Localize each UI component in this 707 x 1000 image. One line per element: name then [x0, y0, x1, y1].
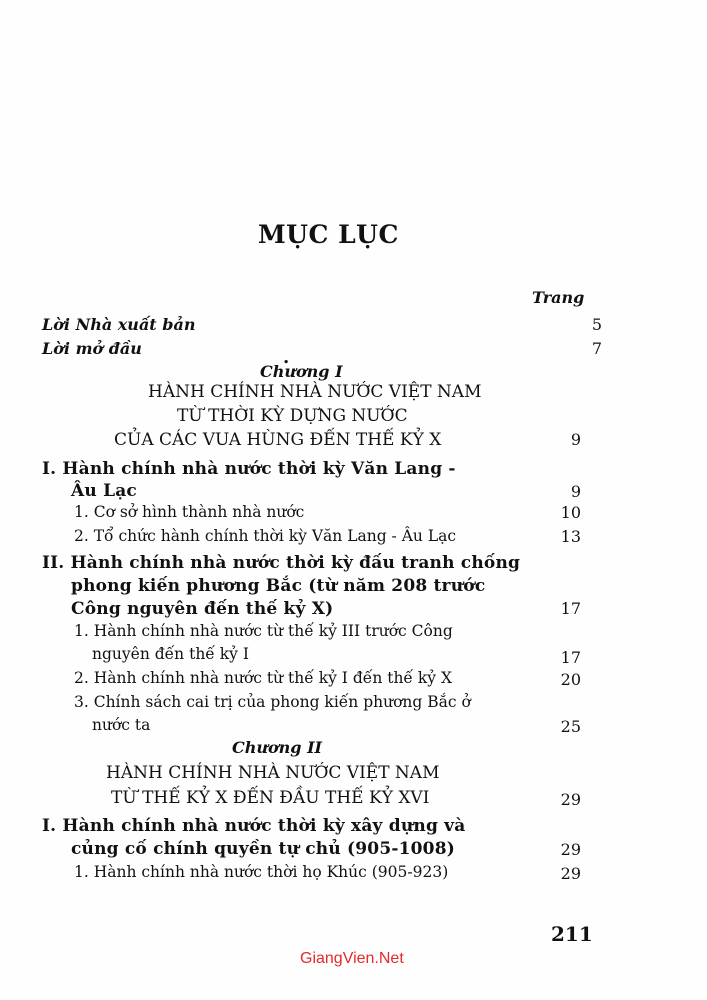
section-heading-line: phong kiến phương Bắc (từ năm 208 trước [71, 576, 486, 596]
separator-dot: . [283, 347, 290, 368]
chapter-page-number: 29 [560, 790, 581, 809]
subsection-page-number: 25 [560, 717, 581, 736]
section-heading-line: I. Hành chính nhà nước thời kỳ Văn Lang - [42, 459, 456, 479]
subsection-page-number: 10 [560, 503, 581, 522]
toc-entry-page: 7 [591, 339, 602, 358]
subsection-line: 2. Hành chính nhà nước từ thế kỷ I đến thế kỷ X [74, 669, 453, 687]
chapter-heading: Chương I [260, 362, 343, 381]
toc-entry-publisher-note [42, 315, 602, 337]
section-heading-line: I. Hành chính nhà nước thời kỳ xây dựng và [42, 816, 466, 836]
chapter-title-line: CỦA CÁC VUA HÙNG ĐẾN THẾ KỶ X [114, 430, 442, 450]
subsection-line: nguyên đến thế kỷ I [92, 645, 249, 663]
toc-entry-label: Lời mở đầu [42, 339, 142, 358]
subsection-page-number: 17 [560, 648, 581, 667]
toc-entry-label: Lời Nhà xuất bản [42, 315, 196, 334]
watermark-text: GiangVien.Net [300, 950, 404, 967]
chapter-page-number: 9 [570, 430, 581, 449]
section-heading-line: Âu Lạc [71, 481, 137, 501]
section-page-number: 9 [570, 482, 581, 501]
chapter-title-line: HÀNH CHÍNH NHÀ NƯỚC VIỆT NAM [106, 763, 440, 783]
section-heading-line: củng cố chính quyền tự chủ (905-1008) [71, 839, 455, 859]
subsection-line: 3. Chính sách cai trị của phong kiến phương Bắc ở [74, 693, 471, 711]
section-heading-line: Công nguyên đến thế kỷ X) [71, 599, 334, 619]
subsection-line: 1. Cơ sở hình thành nhà nước [74, 503, 305, 521]
subsection-page-number: 29 [560, 864, 581, 883]
subsection-page-number: 13 [560, 527, 581, 546]
subsection-line: 1. Hành chính nhà nước từ thế kỷ III trước Công [74, 622, 453, 640]
chapter-heading: Chương II [232, 738, 323, 757]
chapter-title-line: TỪ THẾ KỶ X ĐẾN ĐẦU THẾ KỶ XVI [111, 788, 430, 808]
page-column-header: Trang [532, 288, 585, 307]
section-page-number: 29 [560, 840, 581, 859]
chapter-title-line: HÀNH CHÍNH NHÀ NƯỚC VIỆT NAM [148, 382, 482, 402]
chapter-title-line: TỪ THỜI KỲ DỰNG NƯỚC [177, 406, 408, 426]
page-title: MỤC LỤC [258, 220, 399, 249]
subsection-page-number: 20 [560, 670, 581, 689]
toc-entry-introduction [42, 339, 602, 361]
subsection-line: 1. Hành chính nhà nước thời họ Khúc (905-923) [74, 863, 449, 881]
subsection-line: 2. Tổ chức hành chính thời kỳ Văn Lang - Âu Lạc [74, 527, 457, 545]
section-page-number: 17 [560, 599, 581, 618]
toc-entry-page: 5 [591, 315, 602, 334]
footer-page-number: 211 [551, 922, 593, 946]
subsection-line: nước ta [92, 716, 151, 734]
section-heading-line: II. Hành chính nhà nước thời kỳ đấu tranh chống [42, 553, 521, 573]
